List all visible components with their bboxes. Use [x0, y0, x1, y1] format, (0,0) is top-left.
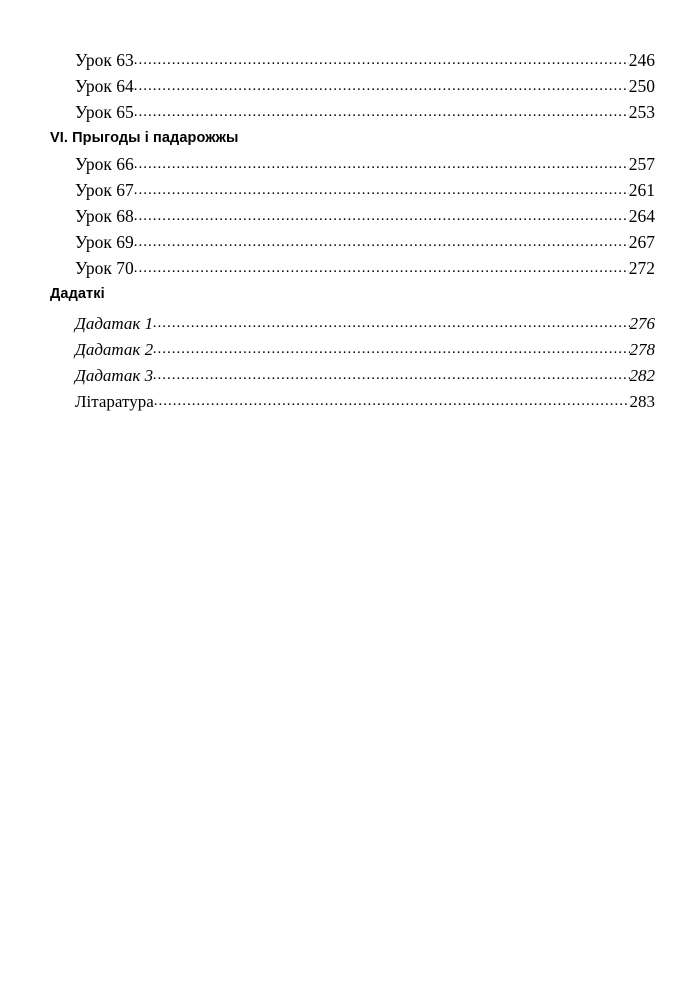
dot-leader: [153, 339, 629, 357]
toc-entry-label: Дадатак 2: [75, 340, 154, 359]
toc-entry-appendix[interactable]: [50, 315, 655, 341]
toc-entry-label: Урок 65: [75, 102, 134, 122]
toc-entry-page: 272: [628, 258, 655, 278]
toc-entry-bibliography[interactable]: [50, 393, 655, 419]
dot-leader: [134, 206, 629, 224]
toc-entry-lesson[interactable]: [50, 104, 655, 130]
toc-entry-page: 246: [628, 50, 655, 70]
toc-entry-page: 257: [628, 154, 655, 174]
toc-entry-page: 282: [629, 366, 655, 385]
toc-entry-label: Дадатак 3: [75, 366, 154, 385]
toc-entry-page: 278: [629, 340, 655, 359]
toc-entry-appendix[interactable]: [50, 341, 655, 367]
toc-section-label: VI. Прыгоды і падарожжы: [50, 130, 239, 146]
toc-entry-lesson[interactable]: [50, 182, 655, 208]
toc-entry-lesson[interactable]: [50, 234, 655, 260]
toc-entry-lesson[interactable]: [50, 260, 655, 286]
toc-entry-appendix[interactable]: [50, 367, 655, 393]
toc-entry-page: 264: [628, 206, 655, 226]
toc-appendix-heading-label: Дадаткі: [50, 286, 105, 302]
toc-entry-page: 261: [628, 180, 655, 200]
toc-entry-label: Літаратура: [75, 392, 154, 411]
dot-leader: [134, 76, 629, 94]
toc-entry-label: Урок 69: [75, 232, 134, 252]
toc-list: [50, 50, 655, 419]
toc-entry-label: Урок 66: [75, 154, 134, 174]
toc-entry-lesson[interactable]: [50, 52, 655, 78]
dot-leader: [134, 154, 629, 172]
toc-entry-page: 253: [628, 102, 655, 122]
dot-leader: [134, 180, 629, 198]
toc-entry-page: 276: [629, 314, 655, 333]
toc-entry-label: Дадатак 1: [75, 314, 154, 333]
dot-leader: [134, 102, 629, 120]
dot-leader: [154, 391, 630, 409]
dot-leader: [134, 258, 629, 276]
toc-entry-page: 250: [628, 76, 655, 96]
toc-entry-label: Урок 64: [75, 76, 134, 96]
toc-entry-lesson[interactable]: [50, 156, 655, 182]
toc-entry-page: 283: [629, 392, 655, 411]
toc-entry-label: Урок 68: [75, 206, 134, 226]
toc-entry-page: 267: [628, 232, 655, 252]
toc-entry-label: Урок 67: [75, 180, 134, 200]
dot-leader: [134, 50, 629, 68]
toc-entry-label: Урок 70: [75, 258, 134, 278]
toc-appendix-heading: [50, 286, 630, 315]
toc-entry-lesson[interactable]: [50, 78, 655, 104]
dot-leader: [153, 365, 629, 383]
toc-entry-label: Урок 63: [75, 50, 134, 70]
dot-leader: [153, 313, 629, 331]
table-of-contents: [50, 50, 655, 419]
toc-entry-lesson[interactable]: [50, 208, 655, 234]
dot-leader: [134, 232, 629, 250]
toc-section-heading: [50, 130, 630, 156]
